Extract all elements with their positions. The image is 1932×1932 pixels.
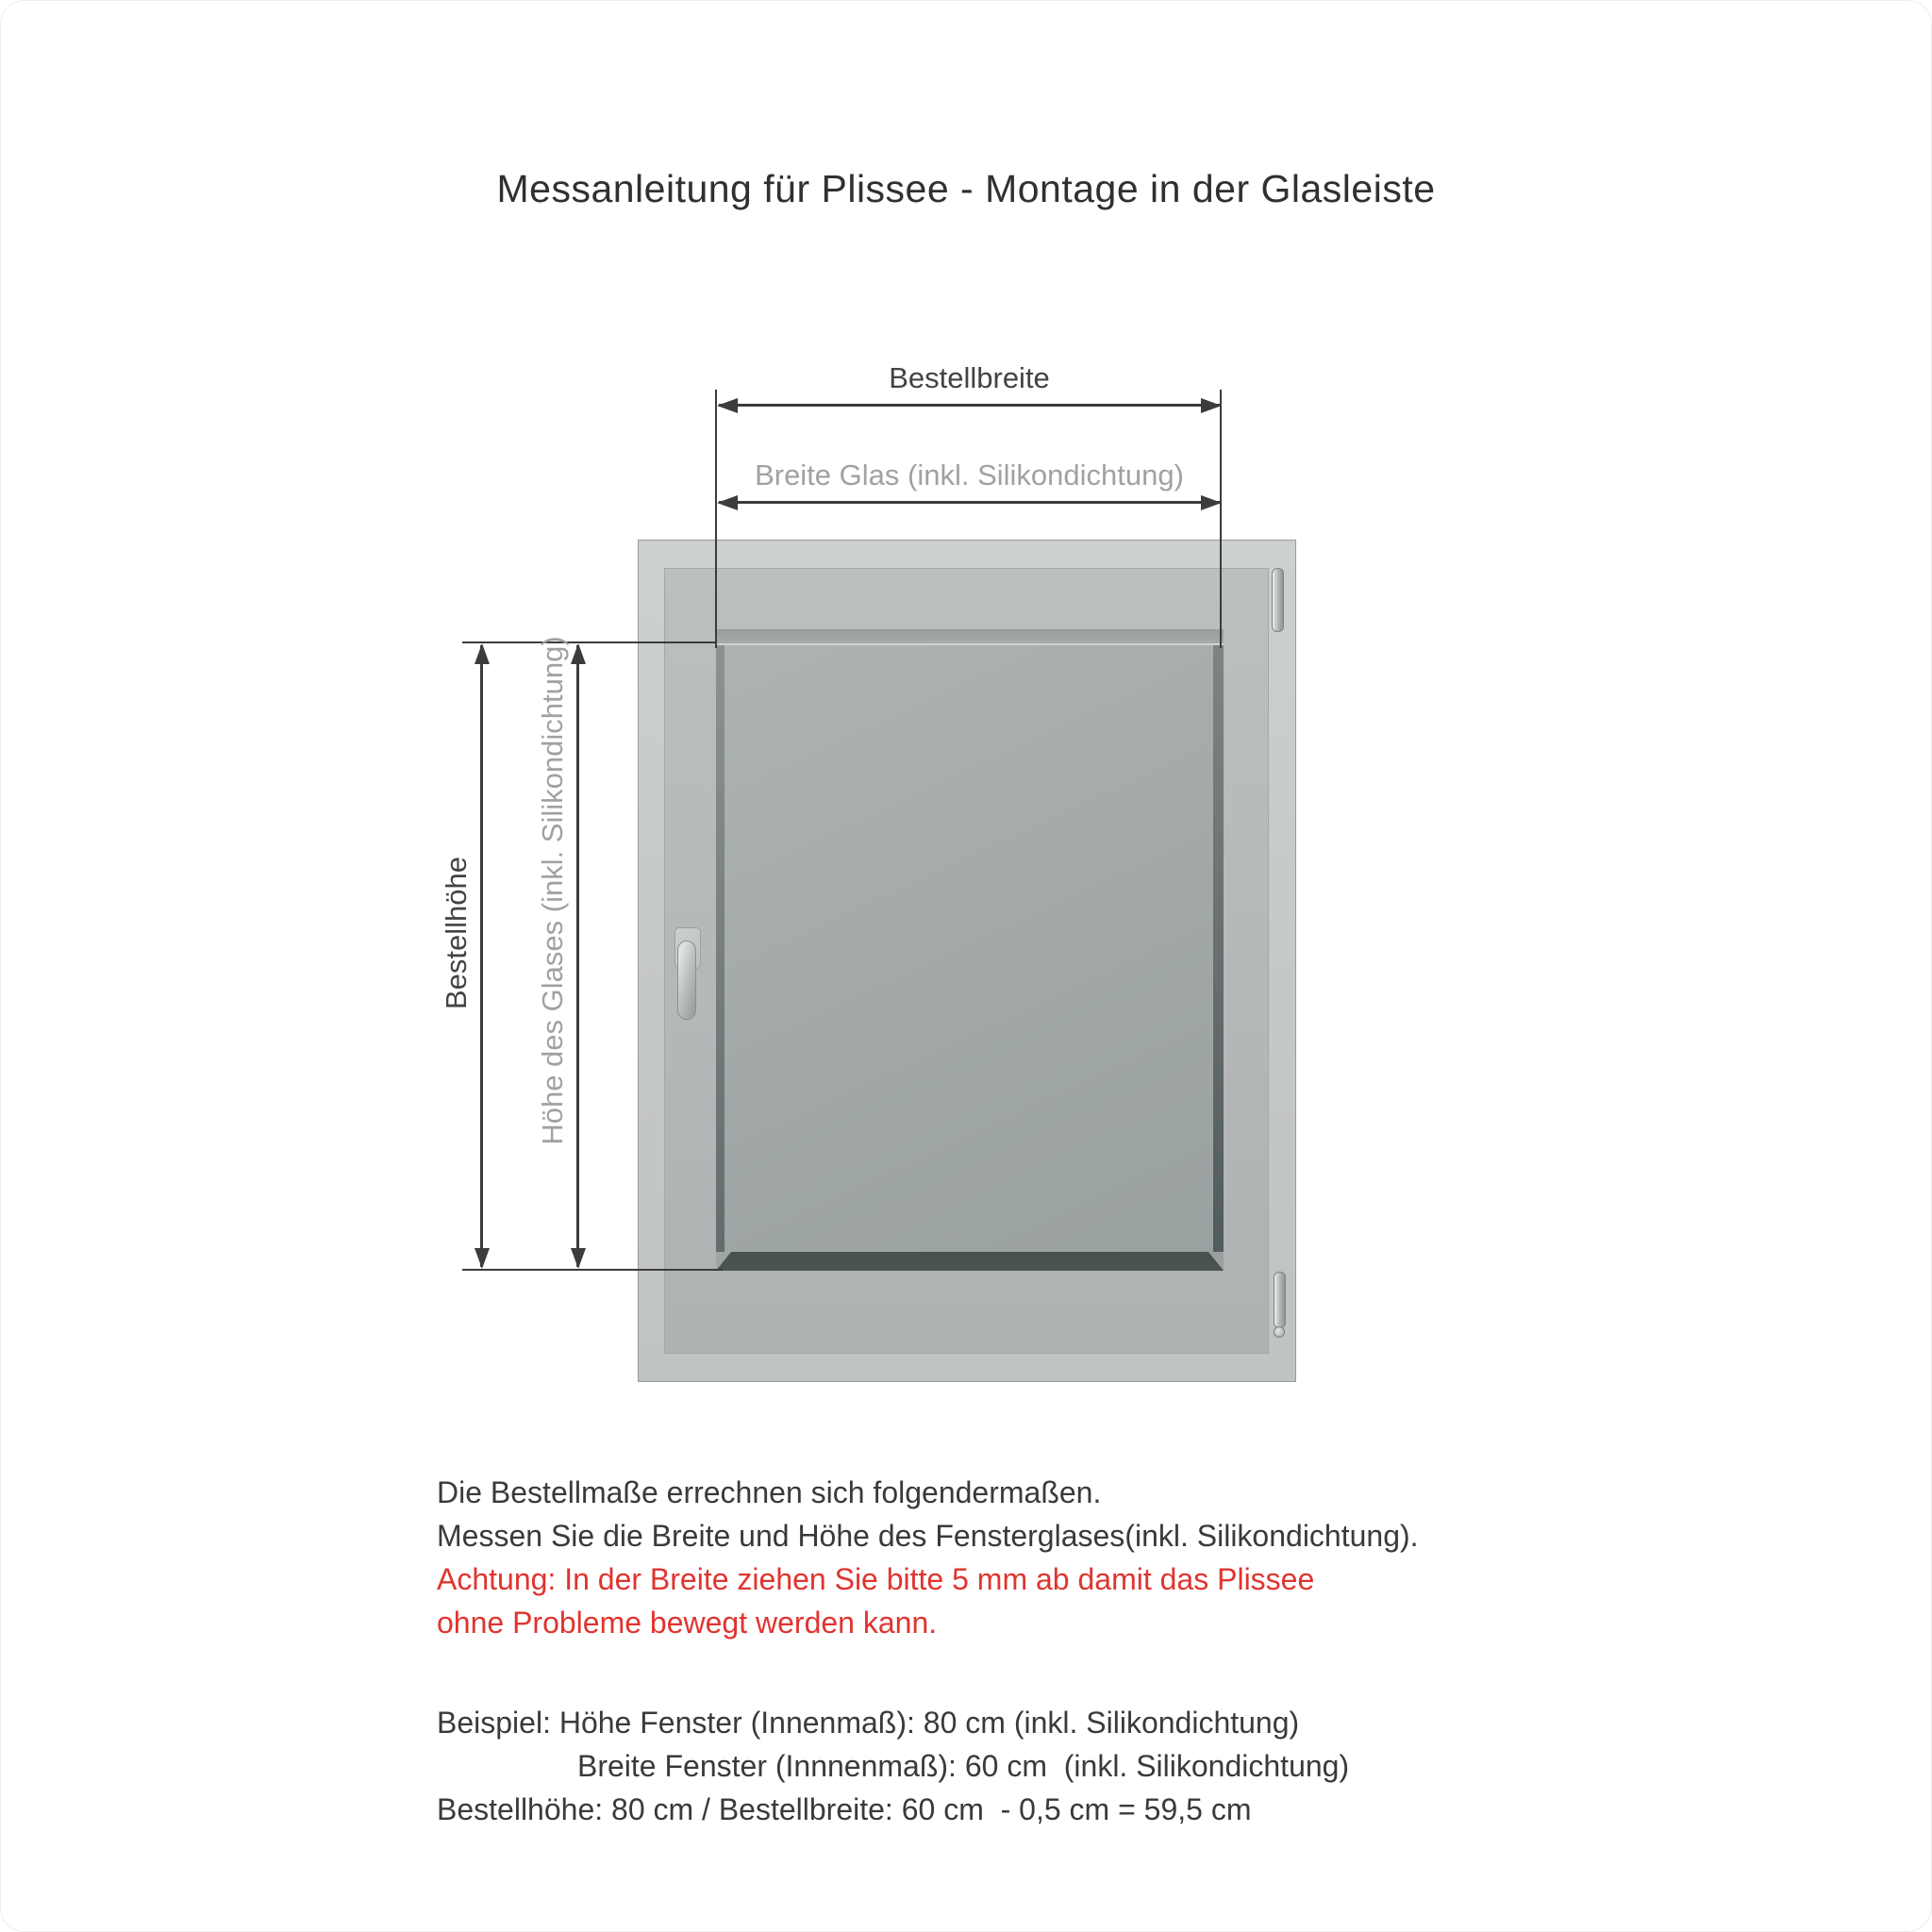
glazing-bead-right [1213, 645, 1224, 1252]
glass-width-dimension-arrow [717, 495, 1222, 510]
warning-line: Achtung: In der Breite ziehen Sie bitte 5 mm ab damit das Plissee [437, 1562, 1315, 1596]
extension-line-glass-left [715, 390, 717, 648]
hinge-bottom-ball [1274, 1326, 1285, 1338]
hinge-top [1272, 568, 1284, 632]
example-line: Bestellhöhe: 80 cm / Bestellbreite: 60 cm - 0,5 cm = 59,5 cm [437, 1792, 1252, 1826]
glazing-bead-top [716, 629, 1224, 645]
extension-line-glass-bottom [462, 1269, 723, 1271]
arrow-right-icon [1201, 495, 1222, 510]
glass-height-label: Höhe des Glases (inkl. Silikondichtung) [536, 636, 569, 1145]
arrow-down-icon [571, 1248, 586, 1269]
order-height-label: Bestellhöhe [440, 856, 473, 1010]
instruction-line: Die Bestellmaße errechnen sich folgendermaßen. [437, 1475, 1102, 1509]
window-frame [638, 540, 1296, 1382]
arrow-down-icon [475, 1248, 490, 1269]
order-width-label: Bestellbreite [889, 361, 1050, 394]
instructions-block [437, 1471, 1419, 1644]
example-line: Beispiel: Höhe Fenster (Innenmaß): 80 cm (inkl. Silikondichtung) [437, 1706, 1300, 1740]
glass-pane [716, 645, 1224, 1271]
glazing-bead-bottom [716, 1252, 1224, 1271]
glass-width-label: Breite Glas (inkl. Silikondichtung) [755, 458, 1184, 491]
hinge-bottom [1274, 1272, 1286, 1328]
extension-line-glass-top [462, 641, 717, 643]
window-glass [716, 629, 1224, 1271]
arrow-right-icon [1201, 398, 1222, 413]
window-handle-grip [677, 941, 696, 1020]
order-height-dimension-arrow [475, 643, 490, 1269]
glass-height-dimension-arrow [571, 643, 586, 1269]
example-block [437, 1701, 1349, 1831]
example-line: Breite Fenster (Innnenmaß): 60 cm (inkl. Silikondichtung) [577, 1749, 1350, 1783]
order-width-dimension-arrow [717, 398, 1222, 413]
glazing-bead-left [716, 645, 724, 1252]
warning-line: ohne Probleme bewegt werden kann. [437, 1606, 938, 1640]
instruction-line: Messen Sie die Breite und Höhe des Fensterglases(inkl. Silikondichtung). [437, 1519, 1419, 1553]
page-title: Messanleitung für Plissee - Montage in der Glasleiste [496, 167, 1436, 210]
extension-line-glass-right [1220, 390, 1222, 648]
